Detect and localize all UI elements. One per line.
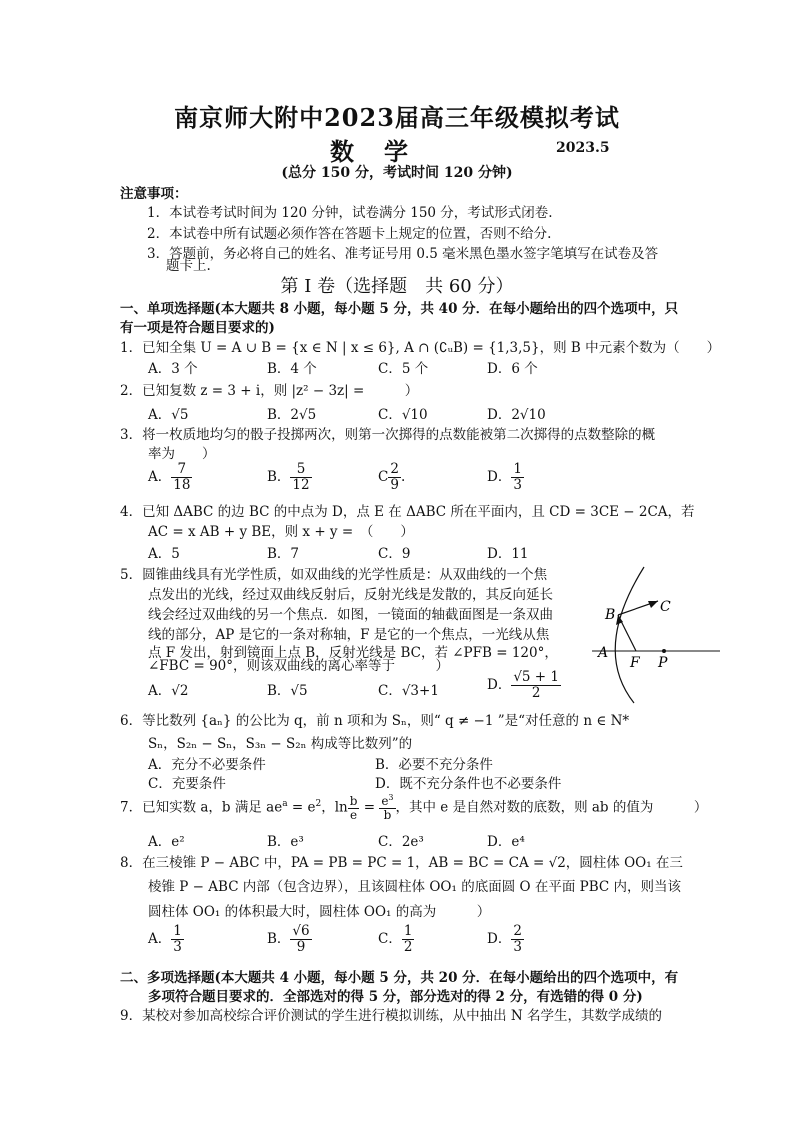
score-info: (总分 150 分，考试时间 120 分钟) xyxy=(281,165,513,181)
question-8-cont: 棱锥 P − ABC 内部（包含边界），且该圆柱体 OO₁ 的底面圆 O 在平面 PBC 内，则当该 xyxy=(148,879,682,895)
label-a: A xyxy=(598,645,609,661)
question-6-cont: Sₙ，S₂ₙ − Sₙ，S₃ₙ − S₂ₙ 构成等比数列”的 xyxy=(148,736,413,752)
option-b: B．e³ xyxy=(267,834,304,850)
notice-item: 题卡上. xyxy=(166,258,211,274)
option-c: C．9 xyxy=(378,546,411,562)
option-d: D．既不充分条件也不必要条件 xyxy=(375,776,562,792)
notice-item: 1．本试卷考试时间为 120 分钟，试卷满分 150 分，考试形式闭卷. xyxy=(147,205,553,221)
option-a: A． $\frac{1}{3}$ xyxy=(148,923,182,955)
hyperbola-figure xyxy=(592,565,722,705)
question-4-cont: AC = x AB + y BE，则 x + y = （ ） xyxy=(148,524,414,540)
exam-date: 2023.5 xyxy=(556,140,610,156)
question-8: 8．在三棱锥 P − ABC 中，PA = PB = PC = 1，AB = BC = CA = √2，圆柱体 OO₁ 在三 xyxy=(120,855,683,871)
option-b: B．√5 xyxy=(267,683,308,699)
option-b: B．2√5 xyxy=(267,407,317,423)
question-1: 1．已知全集 U = A ∪ B = {x ∈ N | x ≤ 6}, A ∩ (∁ᵤB) = {1,3,5}，则 B 中元素个数为（ ） xyxy=(120,340,721,356)
label-p: P xyxy=(658,655,668,671)
option-c: C $\frac{2}{9}$ . xyxy=(378,461,406,493)
question-2: 2．已知复数 z = 3 + i，则 |z² − 3z| = ） xyxy=(120,383,419,399)
question-3-cont: 率为 ） xyxy=(148,446,216,462)
question-8-cont: 圆柱体 OO₁ 的体积最大时，圆柱体 OO₁ 的高为 ） xyxy=(148,904,491,920)
point-p xyxy=(662,649,666,653)
option-a: A．3 个 xyxy=(148,361,198,377)
subject-title: 数学 xyxy=(330,137,438,166)
section2-heading: 二、多项选择题(本大题共 4 小题，每小题 5 分，共 20 分．在每小题给出的四个选项中，有 xyxy=(120,970,679,986)
section1-heading: 有一项是符合题目要求的) xyxy=(120,320,275,336)
option-a: A．√5 xyxy=(148,407,189,423)
notice-item: 3．答题前，务必将自己的姓名、准考证号用 0.5 毫米黑色墨水签字笔填写在试卷及答 xyxy=(147,246,659,262)
option-d: D．6 个 xyxy=(487,361,538,377)
question-5-cont: 线的部分，AP 是它的一条对称轴，F 是它的一个焦点，一光线从焦 xyxy=(148,627,550,643)
option-b: B． $\frac{5}{12}$ xyxy=(267,461,310,493)
option-c: C．充要条件 xyxy=(148,776,226,792)
question-5-cont: ∠FBC = 90°，则该双曲线的离心率等于 ） xyxy=(148,658,450,674)
question-4: 4．已知 ΔABC 的边 BC 的中点为 D，点 E 在 ΔABC 所在平面内，且 CD = 3CE − 2CA，若 xyxy=(120,504,695,520)
question-5-cont: 线会经过双曲线的另一个焦点．如图，一镜面的轴截面图是一条双曲 xyxy=(148,607,553,623)
notice-item: 2．本试卷中所有试题必须作答在答题卡上规定的位置，否则不给分. xyxy=(147,226,552,242)
option-d: D． $\frac{√5 + 1}{2}$ xyxy=(487,669,560,701)
option-d: D．e⁴ xyxy=(487,834,525,850)
option-c: C．√10 xyxy=(378,407,428,423)
label-b: B xyxy=(605,607,616,623)
label-c: C xyxy=(660,599,671,615)
question-5-cont: 点发出的光线，经过双曲线反射后，反射光线是发散的，其反向延长 xyxy=(148,587,553,603)
option-b: B． $\frac{√6}{9}$ xyxy=(267,923,310,955)
option-c: C．5 个 xyxy=(378,361,429,377)
option-d: D．2√10 xyxy=(487,407,546,423)
option-b: B．7 xyxy=(267,546,300,562)
option-d: D． $\frac{2}{3}$ xyxy=(487,923,522,955)
label-f: F xyxy=(630,655,640,671)
option-d: D．11 xyxy=(487,546,529,562)
option-c: C．2e³ xyxy=(378,834,424,850)
question-3: 3．将一枚质地均匀的骰子投掷两次，则第一次掷得的点数能被第二次掷得的点数整除的概 xyxy=(120,427,656,443)
exam-title: 南京师大附中2023届高三年级模拟考试 xyxy=(174,103,620,132)
option-b: B．必要不充分条件 xyxy=(375,757,493,773)
part1-title: 第 I 卷（选择题 共 60 分） xyxy=(280,276,514,297)
section2-heading: 多项符合题目要求的．全部选对的得 5 分，部分选对的得 2 分，有选错的得 0 分) xyxy=(148,989,643,1005)
option-a: A．e² xyxy=(148,834,185,850)
notice-heading: 注意事项： xyxy=(120,186,188,202)
option-d: D． $\frac{1}{3}$ xyxy=(487,461,522,493)
section1-heading: 一、单项选择题(本大题共 8 小题，每小题 5 分，共 40 分．在每小题给出的四个选项中，只 xyxy=(120,301,679,317)
question-6: 6．等比数列 {aₙ} 的公比为 q，前 n 项和为 Sₙ，则“ q ≠ −1 ”是“对任意的 n ∈ N* xyxy=(120,713,630,729)
question-5: 5．圆锥曲线具有光学性质，如双曲线的光学性质是：从双曲线的一个焦 xyxy=(120,567,548,583)
arrow-head-bc xyxy=(648,601,658,608)
option-a: A． $\frac{7}{18}$ xyxy=(148,461,191,493)
option-a: A．5 xyxy=(148,546,180,562)
option-a: A．√2 xyxy=(148,683,189,699)
option-c: C． $\frac{1}{2}$ xyxy=(378,923,413,955)
hyperbola-curve xyxy=(615,567,644,703)
question-9: 9．某校对参加高校综合评价测试的学生进行模拟训练，从中抽出 N 名学生，其数学成绩的 xyxy=(120,1008,662,1024)
option-b: B．4 个 xyxy=(267,361,317,377)
question-5-cont: 点 F 发出，射到镜面上点 B，反射光线是 BC，若 ∠PFB = 120°， xyxy=(148,645,558,661)
question-7: 7．已知实数 a，b 满足 $ae^a = e^2$，ln $\frac{b}{e}$ = $\frac{e^3}{b}$ ，其中 e 是自然对数的底数，则 ab 的值为 ） xyxy=(120,793,708,823)
option-a: A．充分不必要条件 xyxy=(148,757,266,773)
option-c: C．√3+1 xyxy=(378,683,439,699)
